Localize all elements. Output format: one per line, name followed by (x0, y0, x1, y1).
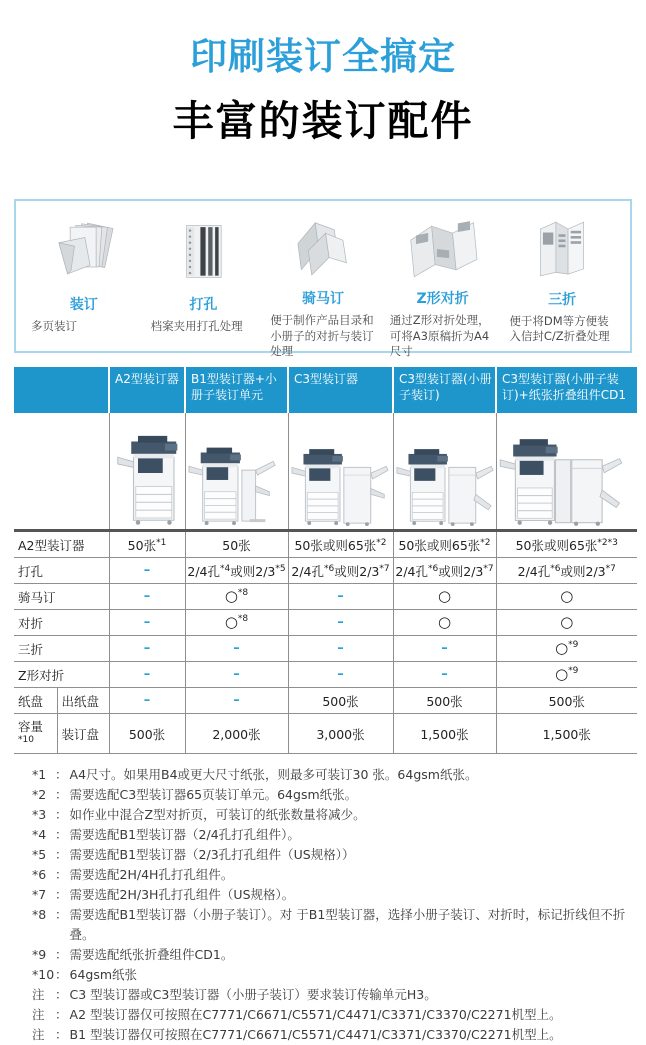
footnote: *7 ： 需要选配2H/3H孔打孔组件（US规格）。 (32, 887, 295, 902)
spec-cell: – (109, 610, 185, 636)
spec-cell: 50张或则65张$^{*2}$ (288, 531, 393, 558)
printer-c3-finisher-image (290, 423, 390, 527)
table-row (14, 714, 637, 754)
printer-a2-finisher-image (111, 423, 183, 527)
spec-cell: ○ (393, 584, 496, 610)
printer-b1-booklet-finisher-image (187, 423, 285, 527)
printer-image-cell (109, 413, 185, 531)
table-row (14, 531, 637, 558)
spec-cell: 50张 (185, 531, 288, 558)
page-title: 印刷装订全搞定 (190, 35, 456, 78)
spec-cell: – (288, 610, 393, 636)
spec-cell: 1,500张 (393, 714, 496, 754)
spec-cell: – (288, 584, 393, 610)
footnote: *3 ： 如作业中混合Z型对折页，可装订的纸张数量将减少。 (32, 807, 366, 822)
spec-cell: 50张或则65张$^{*2*3}$ (496, 531, 637, 558)
header-cell-empty (14, 367, 109, 413)
spec-cell: – (109, 558, 185, 584)
feature-box (14, 199, 632, 359)
table-row (14, 688, 637, 714)
row-label: 容量$^{*10}$ (14, 714, 57, 754)
spec-cell: 2,000张 (185, 714, 288, 754)
header-cell-c3-booklet: C3型装订器(小册子装订) (393, 367, 496, 413)
feature-desc: 便于制作产品目录和小册子的对折与装订处理 (270, 313, 374, 359)
saddle-stitch-booklet-icon (284, 213, 362, 283)
spec-cell: 500张 (496, 688, 637, 714)
feature-desc: 便于将DM等方便装入信封C/Z折叠处理 (509, 313, 610, 344)
row-label: Z形对折 (14, 662, 109, 688)
row-label: 骑马订 (14, 584, 109, 610)
spec-cell: ○ (496, 584, 637, 610)
row-label: A2型装订器 (14, 531, 109, 558)
spec-cell: 500张 (393, 688, 496, 714)
header-cell-b1: B1型装订器+小册子装订单元 (185, 367, 288, 413)
row-label: 对折 (14, 610, 109, 636)
header-cell-c3: C3型装订器 (288, 367, 393, 413)
feature-desc: 档案夹用打孔处理 (150, 319, 243, 333)
spec-cell: 2/4孔$^{*6}$或则2/3$^{*7}$ (288, 558, 393, 584)
footnote: *9 ： 需要选配纸张折叠组件CD1。 (32, 947, 234, 962)
table-row (14, 636, 637, 662)
spec-cell: – (109, 688, 185, 714)
tri-fold-icon (523, 213, 601, 284)
spec-cell: ○ (393, 610, 496, 636)
spec-cell: – (109, 636, 185, 662)
row-label: 三折 (14, 636, 109, 662)
footnote: 注 ： A2 型装订器仅可按照在C7771/C6671/C5571/C4471/C3371/C3370/C2271机型上。 (32, 1007, 562, 1022)
table-row (14, 584, 637, 610)
spec-cell: – (393, 662, 496, 688)
feature-binding (24, 213, 144, 345)
feature-label: 骑马订 (301, 291, 344, 307)
row-sublabel: 出纸盘 (57, 688, 109, 714)
spec-cell: ○ (496, 610, 637, 636)
page-subtitle: 丰富的装订配件 (172, 97, 474, 145)
spec-cell: 3,000张 (288, 714, 393, 754)
printer-image-cell (496, 413, 637, 531)
z-fold-icon (402, 213, 484, 283)
feature-label: 装订 (69, 297, 98, 313)
feature-tri-fold (502, 213, 622, 345)
row-sublabel: 装订盘 (57, 714, 109, 754)
footnote: *4 ： 需要选配B1型装订器（2/4孔打孔组件）。 (32, 827, 300, 842)
footnote: *1 ： A4尺寸。如果用B4或更大尺寸纸张，则最多可装订30 张。64gsm纸张。 (32, 767, 478, 782)
spec-cell: 500张 (288, 688, 393, 714)
spec-cell: – (109, 584, 185, 610)
printer-image-cell (393, 413, 496, 531)
spec-cell: – (185, 636, 288, 662)
printer-image-cell (288, 413, 393, 531)
spec-cell: ○$^{*8}$ (185, 610, 288, 636)
hole-punch-binder-icon (164, 213, 242, 289)
feature-label: 打孔 (189, 297, 218, 313)
feature-punch (144, 213, 264, 345)
spec-cell: 2/4孔$^{*6}$或则2/3$^{*7}$ (393, 558, 496, 584)
footnote: 注 ： C3 型装订器或C3型装订器（小册子装订）要求装订传输单元H3。 (32, 987, 437, 1002)
feature-z-fold (383, 213, 503, 359)
spec-cell: – (185, 688, 288, 714)
table-row (14, 558, 637, 584)
footnotes (32, 765, 646, 1045)
stapled-pages-icon (45, 213, 123, 289)
table-header-row (14, 367, 637, 413)
spec-cell: ○$^{*9}$ (496, 636, 637, 662)
feature-saddle-stitch (263, 213, 383, 359)
spec-cell: 2/4孔$^{*6}$或则2/3$^{*7}$ (496, 558, 637, 584)
spec-cell: 50张$^{*1}$ (109, 531, 185, 558)
spec-cell: 500张 (109, 714, 185, 754)
printer-image-row (14, 413, 637, 531)
row-label: 纸盘 (14, 688, 57, 714)
spec-cell: 50张或则65张$^{*2}$ (393, 531, 496, 558)
feature-desc: 通过Z形对折处理，可将A3原稿折为A4尺寸 (389, 313, 490, 359)
printer-c3-booklet-folder-cd1-image (498, 423, 626, 527)
footnote: *6 ： 需要选配2H/4H孔打孔组件。 (32, 867, 234, 882)
footnote: *2 ： 需要选配C3型装订器65页装订单元。64gsm纸张。 (32, 787, 358, 802)
printer-c3-booklet-finisher-image (395, 423, 495, 527)
printer-image-spacer (14, 413, 109, 531)
table-row (14, 662, 637, 688)
feature-desc: 多页装订 (31, 319, 77, 333)
printer-image-cell (185, 413, 288, 531)
spec-cell: – (288, 662, 393, 688)
spec-table (14, 367, 637, 754)
footnote: 注 ： B1 型装订器仅可按照在C7771/C6671/C5571/C4471/C3371/C3370/C2271机型上。 (32, 1027, 562, 1042)
spec-cell: – (288, 636, 393, 662)
spec-cell: ○$^{*8}$ (185, 584, 288, 610)
table-row (14, 610, 637, 636)
spec-cell: – (185, 662, 288, 688)
spec-table-body (14, 531, 637, 754)
feature-label: 三折 (548, 291, 577, 308)
spec-cell: 1,500张 (496, 714, 637, 754)
header-cell-c3-cd1: C3型装订器(小册子装订)+纸张折叠组件CD1 (496, 367, 637, 413)
footnote: *10 ： 64gsm纸张 (32, 967, 138, 982)
footnote: *5 ： 需要选配B1型装订器（2/3孔打孔组件（US规格）） (32, 847, 355, 862)
spec-cell: – (393, 636, 496, 662)
header-cell-a2: A2型装订器 (109, 367, 185, 413)
spec-cell: ○$^{*9}$ (496, 662, 637, 688)
footnote: *8 ： 需要选配B1型装订器（小册子装订）。对 于B1型装订器，选择小册子装订、对折时，标记折线但不折叠。 (32, 907, 626, 942)
feature-label: Z形对折 (416, 291, 469, 307)
row-label: 打孔 (14, 558, 109, 584)
spec-cell: – (109, 662, 185, 688)
spec-cell: 2/4孔$^{*4}$或则2/3$^{*5}$ (185, 558, 288, 584)
